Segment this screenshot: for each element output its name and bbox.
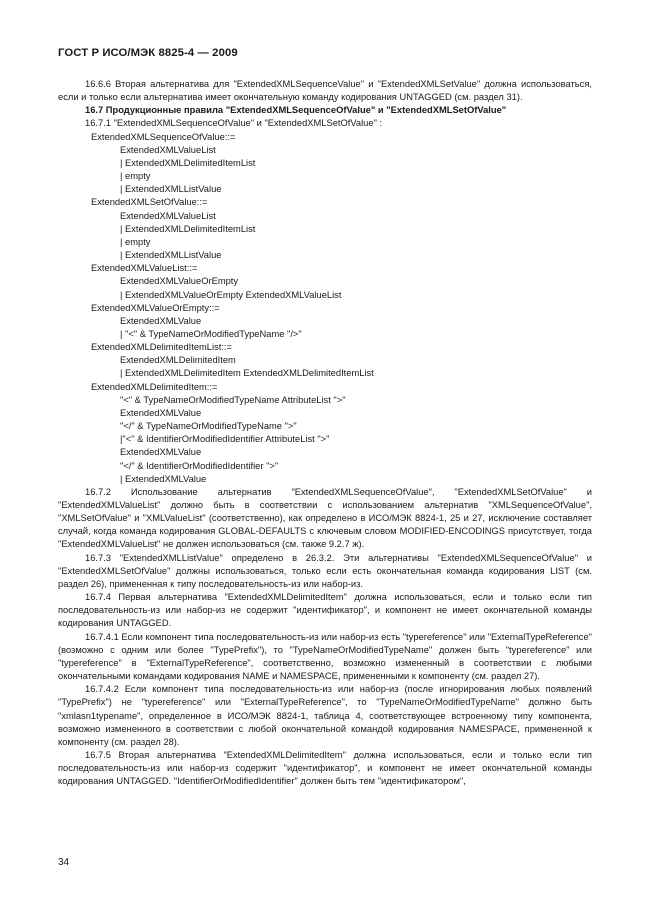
grammar-line: ExtendedXMLValueOrEmpty [120,276,239,287]
paragraph-16-6-6: 16.6.6 Вторая альтернатива для "ExtendedXMLSequenceValue" и "ExtendedXMLSetValue" должна использоваться, если и только если альтернатива имеет окончательную команду кодирования UNTAGGED (см. раздел 31). [58,79,592,103]
grammar-line: ExtendedXMLValueList::= [91,263,198,274]
grammar-line: |"<" & IdentifierOrModifiedIdentifier AttributeList ">" [120,434,330,445]
grammar-line: | ExtendedXMLDelimitedItem ExtendedXMLDelimitedItemList [120,368,374,379]
grammar-line: | ExtendedXMLDelimitedItemList [120,157,256,168]
grammar-line: ExtendedXMLDelimitedItem::= [91,381,218,392]
grammar-line: ExtendedXMLValueOrEmpty::= [91,302,220,313]
grammar-line: "</" & IdentifierOrModifiedIdentifier ">" [120,460,279,471]
paragraph-16-7-4-2: 16.7.4.2 Если компонент типа последовательность-из или набор-из (после игнорирования любых появлений "TypePrefix") не "typereference" или "ExternalTypeReference", то "TypeNameOrModifiedTypeName" должно быть "xmlasn1typename", определенное в ИСО/МЭК 8824-1, таблица 4, соответствующее встроенному типу компонента, возможно измененного в соответствии с любой окончательной командой кодирования NAMESPACE, примененной к компоненту (см. раздел 28). [58,684,592,747]
grammar-line: | empty [120,171,151,182]
grammar-line: ExtendedXMLValueList [120,210,216,221]
grammar-line: | ExtendedXMLListValue [120,250,222,261]
paragraph-16-7-4: 16.7.4 Первая альтернатива "ExtendedXMLDelimitedItem" должна использоваться, если и только если тип последовательность-из или набор-из не содержит "идентификатор", и компонент не имеет окончательной команды кодирования UNTAGGED. [58,592,592,629]
grammar-line: ExtendedXMLSequenceOfValue::= [91,131,236,142]
grammar-line: ExtendedXMLValue [120,447,202,458]
paragraph-16-7-2: 16.7.2 Использование альтернатив "ExtendedXMLSequenceOfValue", "ExtendedXMLSetOfValue" и "ExtendedXMLValueList" должно быть в соответствии с использованием альтернатив "XMLSequenceOfValue", "XMLSetOfValue" и "XMLValueList" (соответственно), как определено в ИСО/МЭК 8824-1, 25 и 27, исключение составляет случай, когда команда кодирования GLOBAL-DEFAULTS с ключевым словом MODIFIED-ENCODINGS присутствует, тогда "ExtendedXMLValueList" не должен использоваться (см. также 9.2.7 ж). [58,486,592,550]
paragraph-16-7-1: 16.7.1 "ExtendedXMLSequenceOfValue" и "ExtendedXMLSetOfValue" : [85,118,383,129]
paragraph-16-7-3: 16.7.3 "ExtendedXMLListValue" определено в 26.3.2. Эти альтернативы "ExtendedXMLSequenceOfValue" и "ExtendedXMLSetOfValue" должны использоваться, только если есть окончательная команда кодирования LIST (см. раздел 26), примененная к типу последовательность-из или набор-из. [58,552,592,589]
grammar-line: "</" & TypeNameOrModifiedTypeName ">" [120,421,297,432]
grammar-line: | ExtendedXMLDelimitedItemList [120,223,256,234]
grammar-block [58,131,592,486]
grammar-line: ExtendedXMLValue [120,407,202,418]
grammar-line: ExtendedXMLDelimitedItemList::= [91,342,233,353]
section-heading-16-7: 16.7 Продукционные правила "ExtendedXMLSequenceOfValue" и "ExtendedXMLSetOfValue" [85,105,507,116]
paragraph-16-7-5: 16.7.5 Вторая альтернатива "ExtendedXMLDelimitedItem" должна использоваться, если и только если тип последовательность-из или набор-из содержит "идентификатор", и компонент не имеет окончательной команды кодирования UNTAGGED. "IdentifierOrModifiedIdentifier" должен быть тем "идентификатором", [58,749,592,787]
grammar-line: ExtendedXMLDelimitedItem [120,355,236,366]
paragraph-16-7-4-1: 16.7.4.1 Если компонент типа последовательность-из или набор-из есть "typereference" или "ExternalTypeReference" (возможно с одним или более "TypePrefix"), то "TypeNameOrModifiedTypeName" должен быть "typereference" или "typereference" в "ExternalTypeReference", соответственно, возможно измененный в соответствии с любыми окончательными командами кодирования NAME и NAMESPACE, примененными к компоненту (см. раздел 27). [58,631,592,682]
grammar-line: | ExtendedXMLValue [120,473,207,484]
grammar-line: ExtendedXMLValue [120,315,202,326]
page-header-title: ГОСТ Р ИСО/МЭК 8825-4 — 2009 [58,47,238,59]
page-number: 34 [58,857,70,868]
grammar-line: ExtendedXMLSetOfValue::= [91,197,208,208]
grammar-line: | ExtendedXMLValueOrEmpty ExtendedXMLValueList [120,289,342,300]
grammar-line: | ExtendedXMLListValue [120,184,222,195]
document-body [58,78,592,788]
grammar-line: | empty [120,236,151,247]
grammar-line: ExtendedXMLValueList [120,144,216,155]
grammar-line: | "<" & TypeNameOrModifiedTypeName "/>" [120,328,302,339]
grammar-line: "<" & TypeNameOrModifiedTypeName AttributeList ">" [120,394,346,405]
